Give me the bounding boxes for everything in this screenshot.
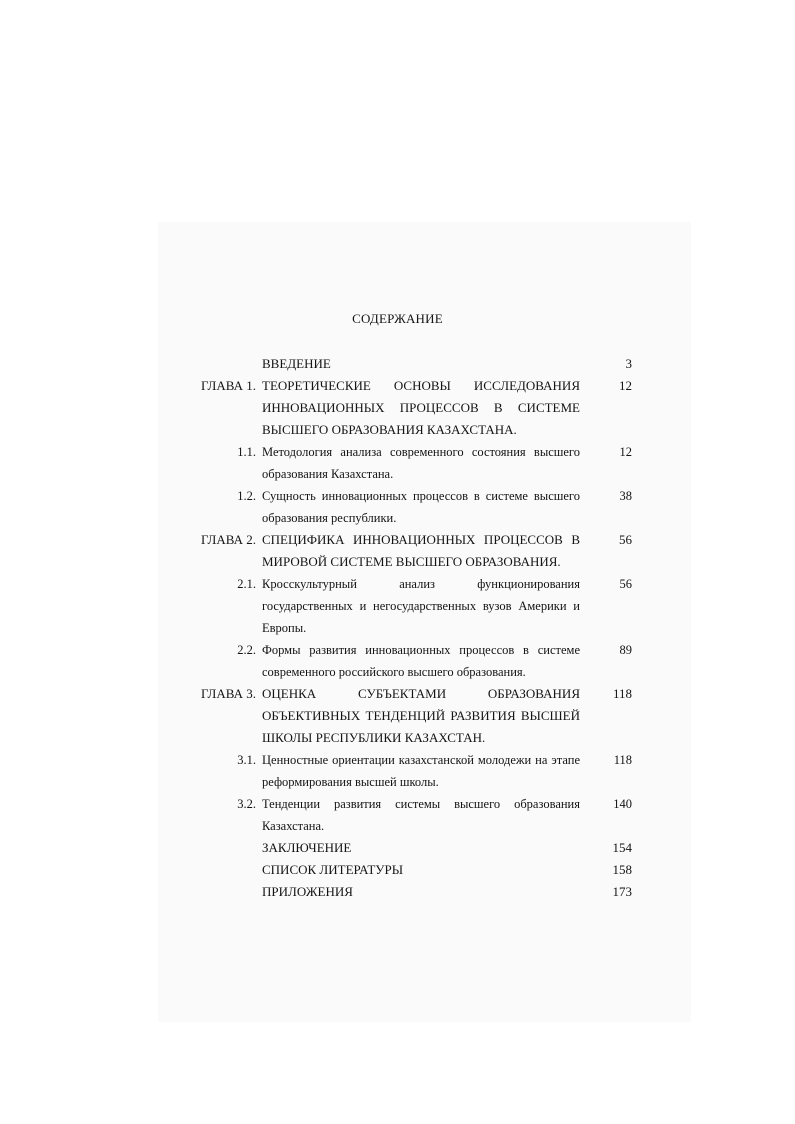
entry-number: 1.2. xyxy=(237,489,256,503)
entry-number: ГЛАВА 2. xyxy=(201,532,256,547)
toc-entry-section-1-2[interactable] xyxy=(190,485,635,529)
entry-page-number: 12 xyxy=(619,378,632,393)
toc-entry-section-2-2[interactable] xyxy=(190,639,635,683)
toc-entry-section-1-1[interactable] xyxy=(190,441,635,485)
entry-number: ГЛАВА 3. xyxy=(201,686,256,701)
entry-page-number: 118 xyxy=(612,686,632,701)
toc-entry-introduction[interactable] xyxy=(190,353,635,375)
entry-title: СПИСОК ЛИТЕРАТУРЫ xyxy=(262,862,404,877)
entry-page-number: 154 xyxy=(612,840,632,855)
entry-page-number: 3 xyxy=(625,356,632,371)
entry-number: 3.2. xyxy=(237,797,256,811)
toc-entry-section-3-2[interactable] xyxy=(190,793,635,837)
entry-title: Формы развития инновационных процессов в системе современного российского высшего образования. xyxy=(262,643,580,679)
toc-entry-bibliography[interactable] xyxy=(190,859,635,881)
entry-page-number: 118 xyxy=(613,753,632,767)
toc-entry-chapter-1[interactable] xyxy=(190,375,635,441)
entry-number: 1.1. xyxy=(237,445,256,459)
entry-title: Сущность инновационных процессов в системе высшего образования республики. xyxy=(262,489,580,525)
entry-number: ГЛАВА 1. xyxy=(201,378,256,393)
toc-entry-conclusion[interactable] xyxy=(190,837,635,859)
entry-title: Методология анализа современного состояния высшего образования Казахстана. xyxy=(262,445,580,481)
entry-number: 3.1. xyxy=(237,753,256,767)
table-of-contents xyxy=(190,353,635,903)
toc-entry-chapter-3[interactable] xyxy=(190,683,635,749)
entry-title: ОЦЕНКА СУБЪЕКТАМИ ОБРАЗОВАНИЯ ОБЪЕКТИВНЫХ ТЕНДЕНЦИЙ РАЗВИТИЯ ВЫСШЕЙ ШКОЛЫ РЕСПУБЛИКИ КАЗАХСТАН. xyxy=(262,686,580,745)
entry-title: ПРИЛОЖЕНИЯ xyxy=(262,884,353,899)
entry-title: СПЕЦИФИКА ИННОВАЦИОННЫХ ПРОЦЕССОВ В МИРОВОЙ СИСТЕМЕ ВЫСШЕГО ОБРАЗОВАНИЯ. xyxy=(262,532,580,569)
entry-title: Ценностные ориентации казахстанской молодежи на этапе реформирования высшей школы. xyxy=(262,753,580,789)
toc-entry-appendices[interactable] xyxy=(190,881,635,903)
entry-title: Тенденции развития системы высшего образования Казахстана. xyxy=(262,797,580,833)
entry-page-number: 56 xyxy=(619,532,632,547)
entry-page-number: 56 xyxy=(619,577,632,591)
entry-number: 2.1. xyxy=(237,577,256,591)
entry-number: 2.2. xyxy=(237,643,256,657)
entry-title: Кросскультурный анализ функционирования государственных и негосударственных вузов Америки и Европы. xyxy=(262,577,580,635)
entry-page-number: 173 xyxy=(612,884,632,899)
entry-page-number: 89 xyxy=(619,643,632,657)
entry-title: ТЕОРЕТИЧЕСКИЕ ОСНОВЫ ИССЛЕДОВАНИЯ ИННОВАЦИОННЫХ ПРОЦЕССОВ В СИСТЕМЕ ВЫСШЕГО ОБРАЗОВАНИЯ КАЗАХСТАНА. xyxy=(262,378,580,437)
entry-page-number: 38 xyxy=(619,489,632,503)
toc-entry-chapter-2[interactable] xyxy=(190,529,635,573)
entry-page-number: 158 xyxy=(612,862,632,877)
entry-title: ВВЕДЕНИЕ xyxy=(262,356,331,371)
entry-title: ЗАКЛЮЧЕНИЕ xyxy=(262,840,352,855)
page-title: СОДЕРЖАНИЕ xyxy=(352,311,443,326)
toc-entry-section-2-1[interactable] xyxy=(190,573,635,639)
toc-entry-section-3-1[interactable] xyxy=(190,749,635,793)
entry-page-number: 140 xyxy=(613,797,632,811)
entry-page-number: 12 xyxy=(619,445,632,459)
